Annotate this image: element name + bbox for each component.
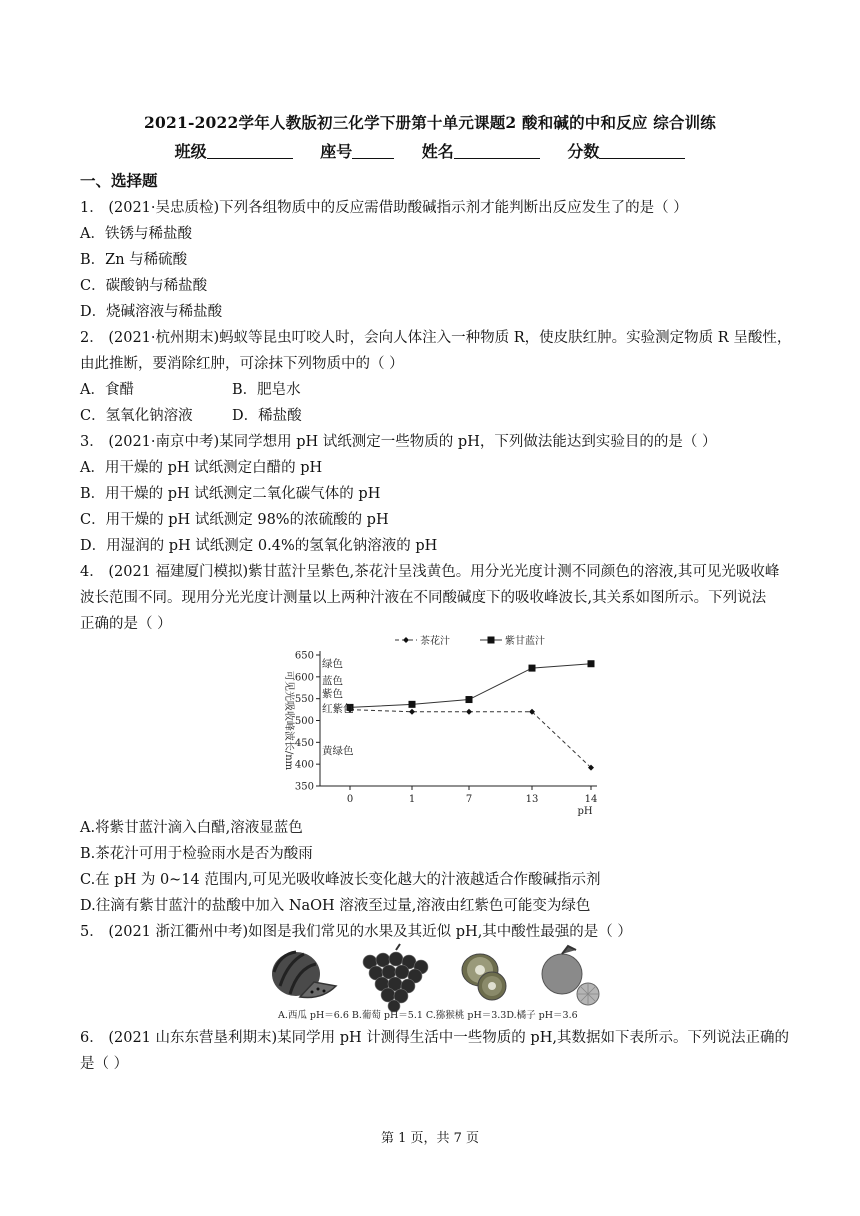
- data-point-square: [466, 696, 473, 703]
- score-blank[interactable]: [599, 142, 685, 159]
- q4-stem-line3: 正确的是（ ）: [80, 616, 172, 632]
- y-axis-label: 可见光吸收峰波长/nm: [283, 670, 294, 771]
- q2-option-a: A．食醋: [80, 382, 134, 398]
- q2-stem-line2: 由此推断，要消除红肿，可涂抹下列物质中的（ ）: [80, 356, 404, 372]
- student-info-line: [0, 139, 860, 162]
- seat-label: 座号: [320, 142, 353, 161]
- chart-annotation: 绿色: [322, 658, 343, 670]
- q1-option-a: A．铁锈与稀盐酸: [80, 226, 192, 242]
- q6-stem-line1: 6． (2021 山东东营垦利期末)某同学用 pH 计测得生活中一些物质的 pH,其数据如下表所示。下列说法正确的: [80, 1030, 789, 1046]
- series-line-1: [350, 710, 591, 768]
- q1-option-c: C．碳酸钠与稀盐酸: [80, 278, 208, 294]
- q4-option-b: B.茶花汁可用于检验雨水是否为酸雨: [80, 846, 313, 862]
- wavelength-ph-chart: [262, 630, 612, 820]
- y-tick-label: 500: [294, 716, 314, 727]
- x-axis-label: pH: [577, 806, 593, 817]
- data-point-diamond: [466, 709, 472, 715]
- y-tick-label: 400: [294, 759, 314, 771]
- score-field: [567, 139, 685, 162]
- y-tick-label: 350: [294, 781, 314, 793]
- q2-option-b: B．肥皂水: [232, 382, 301, 398]
- page-title: 2021-2022学年人教版初三化学下册第十单元课题2 酸和碱的中和反应 综合训练: [144, 113, 716, 132]
- class-label: 班级: [174, 142, 207, 161]
- q1-option-b: B．Zn 与稀硫酸: [80, 252, 188, 268]
- y-tick-label: 450: [294, 737, 314, 749]
- watermelon-image: [272, 952, 336, 998]
- chart-annotation: 红紫色: [322, 703, 354, 715]
- section-heading: 一、选择题: [80, 171, 158, 190]
- legend-label-2: 紫甘蓝汁: [505, 636, 545, 647]
- q2-option-c: C．氢氧化钠溶液: [80, 408, 193, 424]
- chart-annotation: 紫色: [322, 688, 343, 700]
- q4-stem-line2: 波长范围不同。现用分光光度计测量以上两种汁液在不同酸碱度下的吸收峰波长,其关系如图所示。下列说法: [80, 590, 767, 606]
- chart-annotation: 蓝色: [322, 675, 343, 687]
- y-tick-label: 650: [294, 650, 314, 662]
- x-tick-label: 1: [408, 794, 416, 805]
- class-blank[interactable]: [207, 142, 293, 159]
- q2-option-d: D．稀盐酸: [232, 408, 302, 424]
- q2-stem-line1: 2． (2021·杭州期末)蚂蚁等昆虫叮咬人时，会向人体注入一种物质 R，使皮肤红肿。实验测定物质 R 呈酸性，: [80, 330, 792, 346]
- seat-field: [320, 139, 394, 162]
- name-field: [422, 139, 540, 162]
- y-tick-label: 550: [294, 694, 314, 706]
- seat-blank[interactable]: [352, 142, 394, 159]
- orange-image: [542, 946, 599, 1005]
- legend-marker-2: [488, 637, 495, 644]
- grape-image: [363, 944, 428, 1012]
- fruit-figure: [270, 942, 620, 1022]
- q3-option-b: B．用干燥的 pH 试纸测定二氧化碳气体的 pH: [80, 486, 381, 502]
- data-point-square: [409, 701, 416, 708]
- q3-option-a: A．用干燥的 pH 试纸测定白醋的 pH: [80, 460, 323, 476]
- x-tick-label: 14: [584, 794, 598, 805]
- q4-option-c: C.在 pH 为 0~14 范围内,可见光吸收峰波长变化越大的汁液越适合作酸碱指示剂: [80, 872, 601, 888]
- y-tick-label: 600: [294, 672, 314, 684]
- name-blank[interactable]: [454, 142, 540, 159]
- data-point-diamond: [409, 709, 415, 715]
- score-label: 分数: [567, 142, 600, 161]
- chart-annotation: 黄绿色: [322, 745, 354, 757]
- q5-stem: 5． (2021 浙江衢州中考)如图是我们常见的水果及其近似 pH,其中酸性最强的是（ ）: [80, 924, 632, 940]
- x-tick-label: 7: [465, 794, 473, 805]
- legend-label-1: 茶花汁: [420, 636, 450, 647]
- q4-stem-line1: 4． (2021 福建厦门模拟)紫甘蓝汁呈紫色,茶花汁呈浅黄色。用分光光度计测不同颜色的溶液,其可见光吸收峰: [80, 564, 780, 580]
- q1-stem: 1． (2021·吴忠质检)下列各组物质中的反应需借助酸碱指示剂才能判断出反应发生了的是（ ）: [80, 200, 688, 216]
- name-label: 姓名: [421, 142, 454, 161]
- q4-option-a: A.将紫甘蓝汁滴入白醋,溶液显蓝色: [80, 820, 303, 836]
- q1-option-d: D．烧碱溶液与稀盐酸: [80, 304, 223, 320]
- fruit-caption: A.西瓜 pH＝6.6 B.葡萄 pH＝5.1 C.猕猴桃 pH＝3.3D.橘子 pH＝3.6: [278, 1010, 578, 1021]
- q3-option-d: D．用湿润的 pH 试纸测定 0.4%的氢氧化钠溶液的 pH: [80, 538, 438, 554]
- kiwi-image: [462, 954, 506, 1000]
- q4-option-d: D.往滴有紫甘蓝汁的盐酸中加入 NaOH 溶液至过量,溶液由红紫色可能变为绿色: [80, 898, 591, 914]
- x-tick-label: 0: [346, 794, 354, 805]
- legend-marker-1: [403, 637, 409, 643]
- q3-stem: 3． (2021·南京中考)某同学想用 pH 试纸测定一些物质的 pH，下列做法能达到实验目的的是（ ）: [80, 434, 717, 450]
- x-tick-label: 13: [525, 794, 539, 805]
- data-point-square: [529, 665, 536, 672]
- class-field: [175, 139, 293, 162]
- page-footer: 第 1 页，共 7 页: [380, 1131, 480, 1146]
- q3-option-c: C．用干燥的 pH 试纸测定 98%的浓硫酸的 pH: [80, 512, 389, 528]
- q6-stem-line2: 是（ ）: [80, 1056, 129, 1072]
- data-point-square: [588, 660, 595, 667]
